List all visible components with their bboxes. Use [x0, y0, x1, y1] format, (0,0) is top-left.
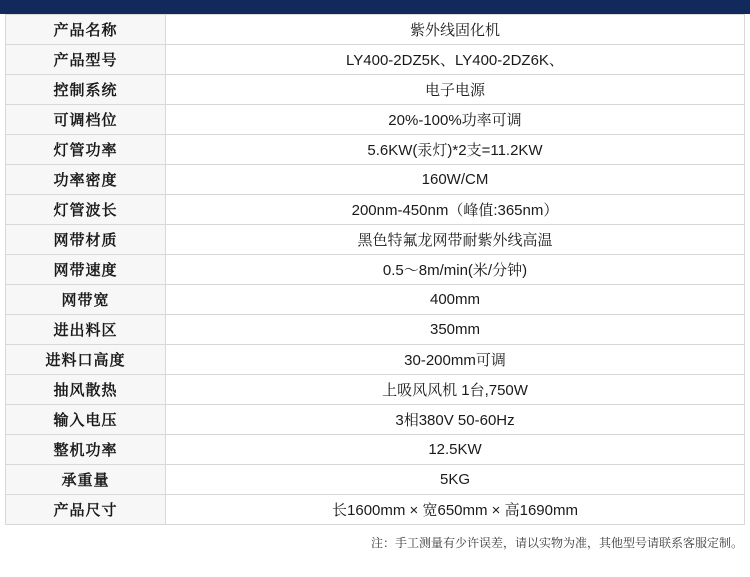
spec-value: 上吸风风机 1台,750W — [166, 375, 745, 405]
spec-label: 功率密度 — [6, 165, 166, 195]
table-row — [6, 285, 745, 315]
spec-label: 输入电压 — [6, 405, 166, 435]
spec-label: 网带速度 — [6, 255, 166, 285]
table-row — [6, 225, 745, 255]
table-row — [6, 435, 745, 465]
spec-value: 160W/CM — [166, 165, 745, 195]
table-row — [6, 195, 745, 225]
spec-value: 12.5KW — [166, 435, 745, 465]
spec-label: 网带材质 — [6, 225, 166, 255]
table-row — [6, 75, 745, 105]
spec-value: 5KG — [166, 465, 745, 495]
spec-value: 紫外线固化机 — [166, 15, 745, 45]
table-row — [6, 345, 745, 375]
table-row — [6, 465, 745, 495]
table-row — [6, 255, 745, 285]
spec-value: 长1600mm × 宽650mm × 高1690mm — [166, 495, 745, 525]
table-row — [6, 15, 745, 45]
table-row — [6, 495, 745, 525]
spec-label: 整机功率 — [6, 435, 166, 465]
specification-table-body — [6, 15, 745, 525]
spec-label: 产品型号 — [6, 45, 166, 75]
spec-value: 3相380V 50-60Hz — [166, 405, 745, 435]
spec-label: 网带宽 — [6, 285, 166, 315]
spec-label: 灯管波长 — [6, 195, 166, 225]
top-accent-bar — [0, 0, 750, 14]
spec-value: 5.6KW(汞灯)*2支=11.2KW — [166, 135, 745, 165]
specification-table — [5, 14, 745, 525]
spec-label: 抽风散热 — [6, 375, 166, 405]
spec-label: 灯管功率 — [6, 135, 166, 165]
spec-value: 200nm-450nm（峰值:365nm） — [166, 195, 745, 225]
spec-value: 400mm — [166, 285, 745, 315]
spec-label: 产品尺寸 — [6, 495, 166, 525]
table-row — [6, 375, 745, 405]
spec-label: 产品名称 — [6, 15, 166, 45]
spec-value: 黑色特氟龙网带耐紫外线高温 — [166, 225, 745, 255]
table-row — [6, 405, 745, 435]
spec-value: 20%-100%功率可调 — [166, 105, 745, 135]
table-row — [6, 165, 745, 195]
spec-value: 350mm — [166, 315, 745, 345]
spec-value: 电子电源 — [166, 75, 745, 105]
spec-label: 控制系统 — [6, 75, 166, 105]
footer-note: 注：手工测量有少许误差，请以实物为准，其他型号请联系客服定制。 — [370, 536, 743, 550]
spec-label: 进出料区 — [6, 315, 166, 345]
table-row — [6, 105, 745, 135]
spec-label: 承重量 — [6, 465, 166, 495]
spec-value: 0.5～8m/min(米/分钟) — [166, 255, 745, 285]
spec-value: 30-200mm可调 — [166, 345, 745, 375]
spec-label: 可调档位 — [6, 105, 166, 135]
table-row — [6, 135, 745, 165]
table-row — [6, 45, 745, 75]
table-row — [6, 315, 745, 345]
spec-label: 进料口高度 — [6, 345, 166, 375]
spec-value: LY400-2DZ5K、LY400-2DZ6K、 — [166, 45, 745, 75]
